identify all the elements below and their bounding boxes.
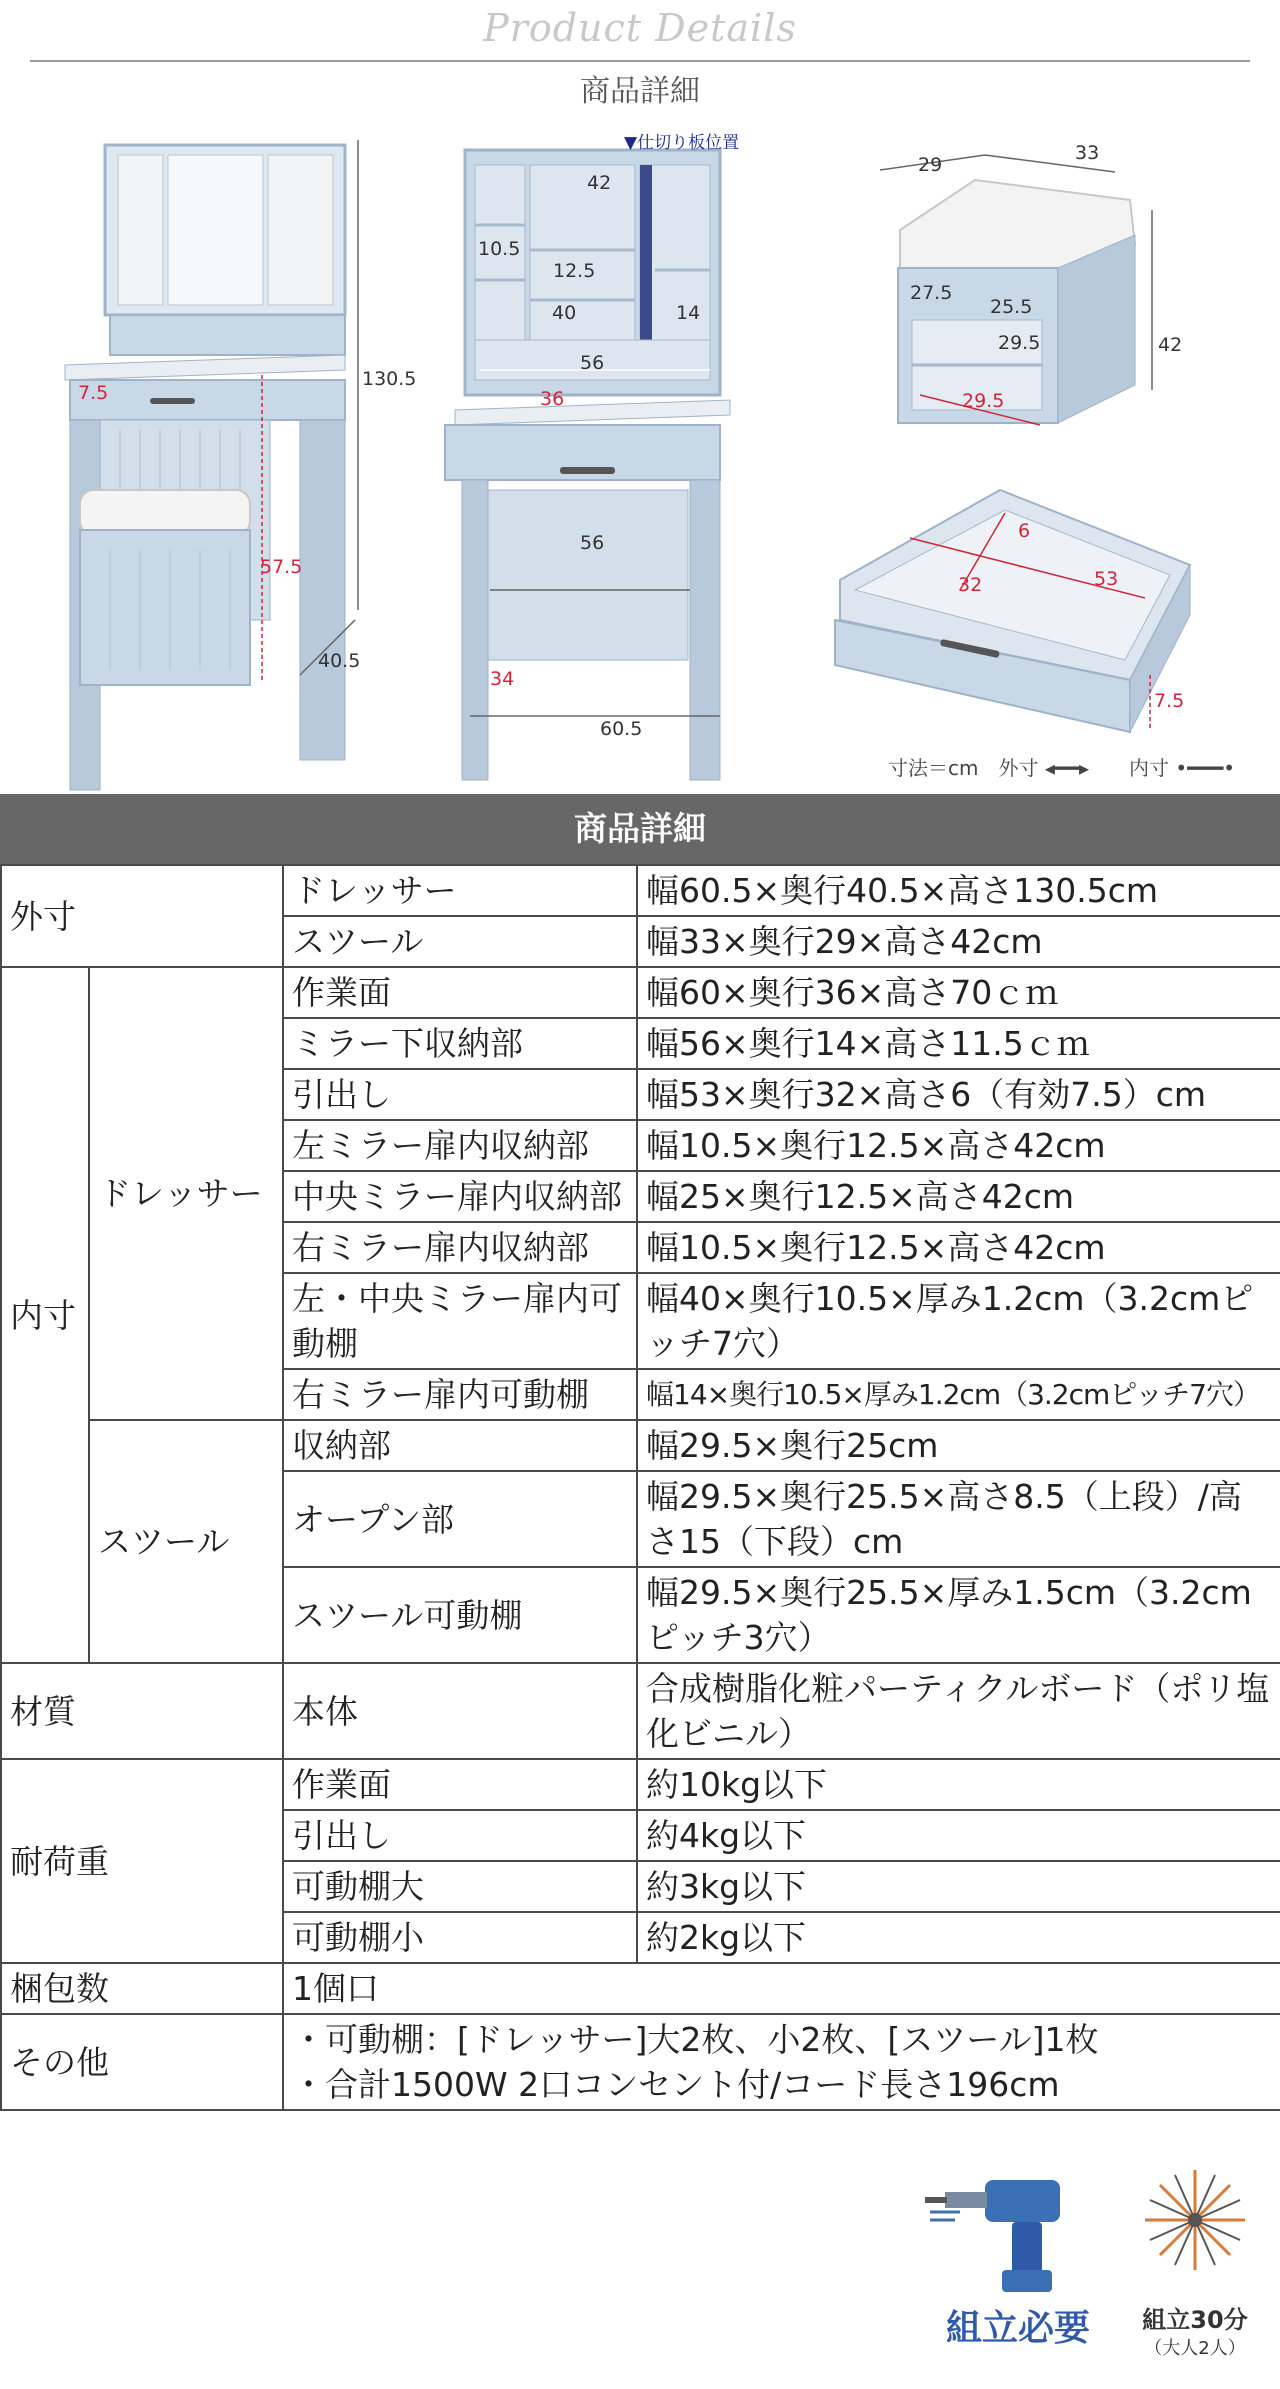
clock-burst-icon xyxy=(0,2150,1280,2389)
dim-drawer-h: 6 xyxy=(1018,520,1031,542)
dim-drawer-effective: 7.5 xyxy=(1154,690,1185,712)
dim-drawer-w: 53 xyxy=(1094,568,1119,590)
row-item: 中央ミラー扉内収納部 xyxy=(283,1171,637,1222)
row-value: 幅10.5×奥行12.5×高さ42cm xyxy=(637,1120,1280,1171)
dimension-legend: 寸法＝cm 外寸 ◂━━▸ 内寸 •━━━• xyxy=(888,756,1236,780)
dim-work-depth: 36 xyxy=(540,388,565,410)
row-value: 幅10.5×奥行12.5×高さ42cm xyxy=(637,1222,1280,1273)
dim-lower-width: 56 xyxy=(580,352,605,374)
dim-left-shelf: 10.5 xyxy=(478,238,521,260)
dim-drawer-d: 32 xyxy=(958,574,983,596)
other-line-1: ・可動棚：[ドレッサー]大2枚、小2枚、[スツール]1枚 xyxy=(292,2020,1099,2059)
row-item: スツール xyxy=(283,916,637,967)
row-value: 約2kg以下 xyxy=(637,1912,1280,1963)
other-line-2: ・合計1500W 2口コンセント付/コード長さ196cm xyxy=(292,2065,1060,2104)
row-value: 合成樹脂化粧パーティクルボード（ポリ塩化ビニル） xyxy=(637,1663,1280,1759)
sub-heading: ドレッサー xyxy=(89,967,283,1420)
row-item: 作業面 xyxy=(283,967,637,1018)
row-value xyxy=(283,2014,1280,2110)
row-item: 作業面 xyxy=(283,1759,637,1810)
dim-leg-height: 57.5 xyxy=(260,556,303,578)
spec-table xyxy=(0,864,1280,2111)
illustration-drawing xyxy=(0,120,1280,800)
row-item: 右ミラー扉内収納部 xyxy=(283,1222,637,1273)
row-item: 右ミラー扉内可動棚 xyxy=(283,1369,637,1420)
row-item: 可動棚小 xyxy=(283,1912,637,1963)
sub-heading: スツール xyxy=(89,1420,283,1663)
partition-note: ▼仕切り板位置 xyxy=(624,133,740,153)
row-value: 幅60.5×奥行40.5×高さ130.5cm xyxy=(637,865,1280,916)
drawer-illustration xyxy=(835,490,1190,732)
dim-dresser-height: 130.5 xyxy=(362,368,417,390)
row-value: 約3kg以下 xyxy=(637,1861,1280,1912)
assembly-people-label: （大人2人） xyxy=(1144,2338,1246,2359)
dresser-illustration xyxy=(65,140,361,790)
row-item: ドレッサー xyxy=(283,865,637,916)
dim-shelf-depth: 12.5 xyxy=(553,260,596,282)
row-heading: 内寸 xyxy=(1,967,89,1663)
table-row xyxy=(1,1759,1280,1810)
table-row xyxy=(1,1663,1280,1759)
row-item: 引出し xyxy=(283,1810,637,1861)
row-value: 幅53×奥行32×高さ6（有効7.5）cm xyxy=(637,1069,1280,1120)
row-heading: 梱包数 xyxy=(1,1963,283,2014)
row-heading: 耐荷重 xyxy=(1,1759,283,1963)
row-value: 幅14×奥行10.5×厚み1.2cm（3.2cmピッチ7穴） xyxy=(637,1369,1280,1420)
dim-stool-inner-depth: 29.5 xyxy=(998,332,1041,354)
row-item: 収納部 xyxy=(283,1420,637,1471)
assembly-time-label: 組立30分 xyxy=(1142,2306,1248,2334)
row-value: 約10kg以下 xyxy=(637,1759,1280,1810)
assembly-badges xyxy=(0,2150,1280,2389)
row-item: ミラー下収納部 xyxy=(283,1018,637,1069)
row-value: 幅56×奥行14×高さ11.5ｃｍ xyxy=(637,1018,1280,1069)
page-title: 商品詳細 xyxy=(580,74,700,109)
row-value: 幅29.5×奥行25cm xyxy=(637,1420,1280,1471)
row-value: 約4kg以下 xyxy=(637,1810,1280,1861)
row-heading: 外寸 xyxy=(1,865,283,967)
row-value: 幅25×奥行12.5×高さ42cm xyxy=(637,1171,1280,1222)
row-value: 幅40×奥行10.5×厚み1.2cm（3.2cmピッチ7穴） xyxy=(637,1273,1280,1369)
row-value: 幅29.5×奥行25.5×厚み1.5cm（3.2cmピッチ3穴） xyxy=(637,1567,1280,1663)
row-item: 可動棚大 xyxy=(283,1861,637,1912)
table-row xyxy=(1,2014,1280,2110)
dim-center-width: 40 xyxy=(552,302,577,324)
row-value: 幅60×奥行36×高さ70ｃｍ xyxy=(637,967,1280,1018)
row-item: 本体 xyxy=(283,1663,637,1759)
dim-dresser-depth: 40.5 xyxy=(318,650,361,672)
dim-stool-height: 42 xyxy=(1158,334,1183,356)
row-item: 左・中央ミラー扉内可動棚 xyxy=(283,1273,637,1369)
row-item: 引出し xyxy=(283,1069,637,1120)
dim-stool-inner-width: 25.5 xyxy=(990,296,1033,318)
script-heading: Product Details xyxy=(483,6,797,50)
dim-stool-upper: 27.5 xyxy=(910,282,953,304)
dim-stool-depth: 29 xyxy=(918,154,943,176)
dim-base-height: 34 xyxy=(490,668,515,690)
row-heading: 材質 xyxy=(1,1663,283,1759)
row-heading: その他 xyxy=(1,2014,283,2110)
row-item: スツール可動棚 xyxy=(283,1567,637,1663)
dim-stool-base-width: 29.5 xyxy=(962,390,1005,412)
table-row xyxy=(1,967,1280,1018)
table-row xyxy=(1,865,1280,916)
dim-inner-top: 42 xyxy=(587,172,612,194)
row-value: 1個口 xyxy=(283,1963,1280,2014)
row-value: 幅33×奥行29×高さ42cm xyxy=(637,916,1280,967)
row-value: 幅29.5×奥行25.5×高さ8.5（上段）/高さ15（下段）cm xyxy=(637,1471,1280,1567)
product-illustrations xyxy=(0,120,1280,800)
dim-knee-width: 56 xyxy=(580,532,605,554)
assembly-required-label: 組立必要 xyxy=(946,2308,1091,2349)
dim-drawer-height: 7.5 xyxy=(78,382,109,404)
row-item: オープン部 xyxy=(283,1471,637,1567)
dim-right-width: 14 xyxy=(676,302,701,324)
spec-table-title: 商品詳細 xyxy=(0,794,1280,864)
row-item: 左ミラー扉内収納部 xyxy=(283,1120,637,1171)
header-divider xyxy=(30,60,1250,62)
dim-stool-width: 33 xyxy=(1075,142,1100,164)
dim-total-width: 60.5 xyxy=(600,718,643,740)
table-row xyxy=(1,1963,1280,2014)
table-row xyxy=(1,1420,1280,1471)
